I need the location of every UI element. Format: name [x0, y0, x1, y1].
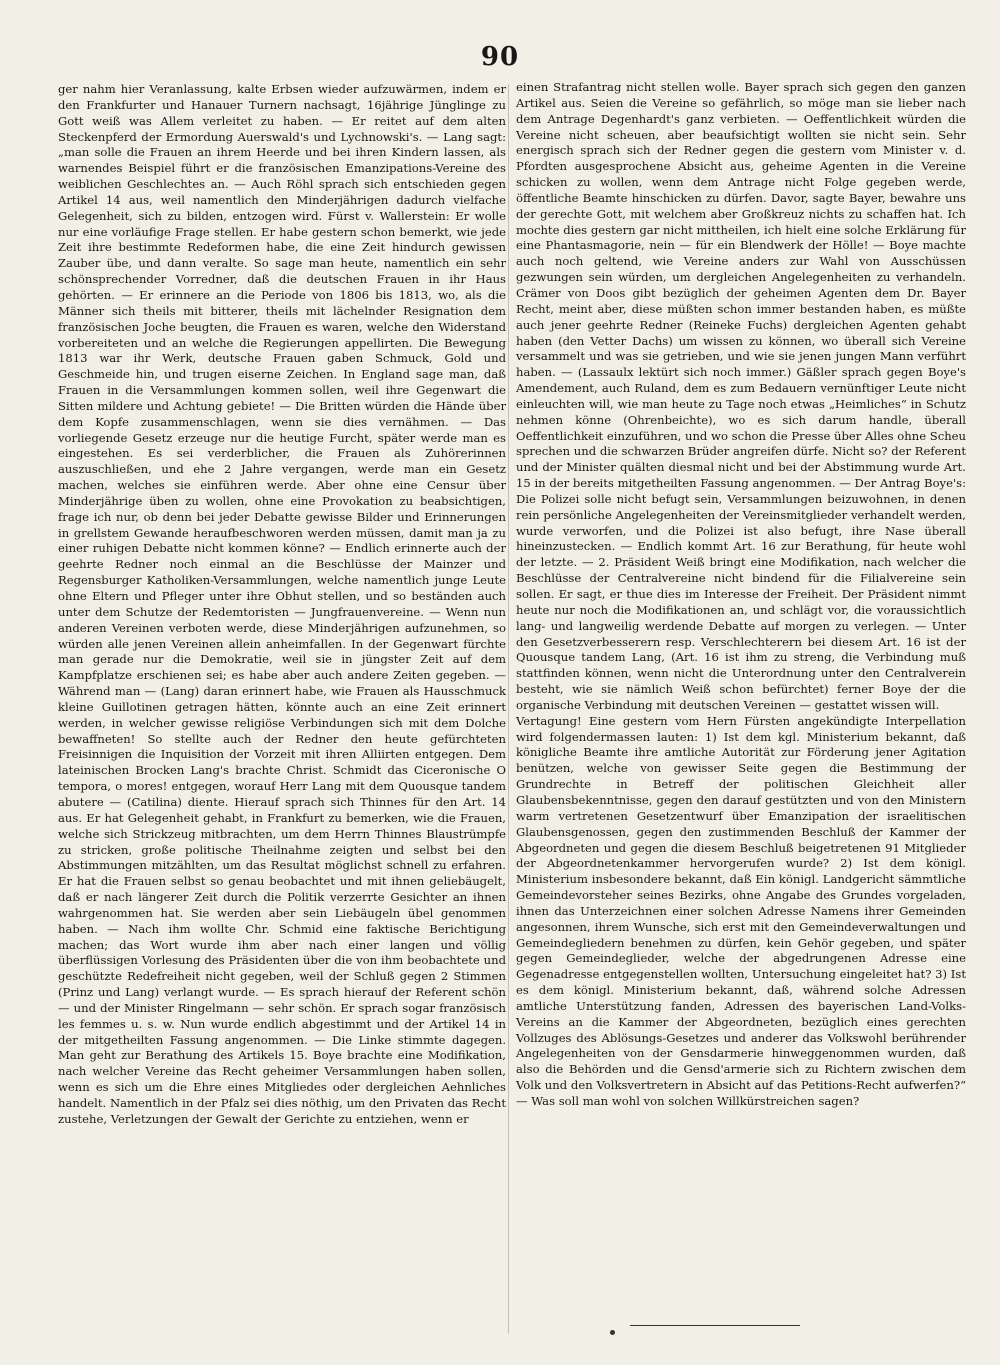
page-number: 90 [480, 42, 520, 72]
ink-dot [610, 1330, 615, 1335]
left-paragraph-1: ger nahm hier Veranlassung, kalte Erbsen wieder aufzuwärmen, indem er den Frankfurter und Hanauer Turnern nachsagt, 16jährige Jünglinge zu Gott weiß was Allem verleitet zu haben. — Er reitet auf dem alten Steckenpferd der Ermordung Auerswald's und Lychnowski's. — Lang sagt: „man solle die Frauen an ihrem Heerde und bei ihren Kindern lassen, als warnendes Beispiel führt er die französischen Emanzipations-Vereine des weiblichen Geschlechtes an. — Auch Röhl sprach sich entschieden gegen Artikel 14 aus, weil namentlich den Minderjährigen dadurch vielfache Gelegenheit, sich zu bilden, entzogen wird. Fürst v. Wallerstein: Er wolle nur eine vorläufige Frage stellen. Er habe gestern schon bemerkt, wie jede Zeit ihre bestimmte Redeformen habe, die eine Zeit hindurch gewissen Zauber übe, und dann veralte. So sage man heute, namentlich ein sehr schönsprechender Vorredner, daß die deutschen Frauen in ihr Haus gehörten. — Er erinnere an die Periode von 1806 bis 1813, wo, als die Männer sich theils mit bitterer, theils mit lächelnder Resignation dem französischen Joche beugten, die Frauen es waren, welche den Widerstand vorbereiteten und an welche die Regierungen appellirten. Die Bewegung 1813 war ihr Werk, deutsche Frauen gaben Schmuck, Gold und Geschmeide hin, und trugen eiserne Zeichen. In England sage man, daß Frauen in die Versammlungen kommen sollen, weil ihre Gegenwart die Sitten mildere und Achtung gebiete! — Die Britten würden die Hände über dem Kopfe zusammenschlagen, wenn sie dies vernähmen. — Das vorliegende Gesetz erzeuge nur die heutige Furcht, später werde man es eingestehen. Es sei verderblicher, die Frauen als Zuhörerinnen auszuschließen, und ehe 2 Jahre vergangen, werde man ein Gesetz machen, welches sie einführen werde. Aber ohne eine Censur über Minderjährige üben zu wollen, ohne eine Provokation zu beabsichtigen, frage ich nur, ob denn bei jeder Debatte gewisse Bilder und Erinnerungen in grellstem Gewande heraufbeschworen werden müssen, damit man ja zu einer ruhigen Debatte nicht kommen könne? — Endlich erinnerte auch der geehrte Redner noch einmal an die Beschlüsse der Mainzer und Regensburger Katholiken-Versammlungen, welche namentlich junge Leute ohne Eltern und Pfleger unter ihre Obhut stellen, und so beständen auch unter dem Schutze der Redemtoristen — Jungfrauenvereine. — Wenn nun anderen Vereinen verboten werde, diese Minderjährigen aufzunehmen, so würden alle jenen Vereinen allein anheimfallen. In der Gegenwart fürchte man gerade nur die Demokratie, weil sie in jüngster Zeit auf dem Kampfplatze erschienen sei; es habe aber auch andere Zeiten gegeben. — Während man — (Lang) daran erinnert habe, wie Frauen als Hausschmuck kleine Guillotinen getragen hätten, könnte auch an eine Zeit erinnert werden, in welcher gewisse religiöse Verbindungen sich mit dem Dolche bewaffneten! So stellte auch der Redner den heute gefürchteten Freisinnigen die Inquisition der Vorzeit mit ihren Alliirten entgegen. Dem lateinischen Brocken Lang's brachte Christ. Schmidt das Ciceronische O tempora, o mores! entgegen, worauf Herr Lang mit dem Quousque tandem abutere — (Catilina) diente. Hierauf sprach sich Thinnes für den Art. 14 aus. Er hat Gelegenheit gehabt, in Frankfurt zu bemerken, wie die Frauen, welche sich Strickzeug mitbrachten, um dem Herrn Thinnes Blaustrümpfe zu stricken, große politische Theilnahme zeigten und selbst bei den Abstimmungen mitzählten, um das Resultat möglichst schnell zu erfahren. Er hat die Frauen selbst so genau beobachtet und mit ihnen geliebäugelt, daß er nach längerer Zeit durch die Politik verzerrte Gesichter an ihnen wahrgenommen hat. Sie werden aber sein Liebäugeln übel genommen haben. — Nach ihm wollte Chr. Schmid eine faktische Berichtigung machen; das Wort wurde ihm aber nach einer langen und völlig überflüssigen Vorlesung des Präsidenten über die von ihm beobachtete und geschützte Redefreiheit nicht gegeben, weil der Schluß gegen 2 Stimmen (Prinz und Lang) verlangt wurde. — Es sprach hierauf der Referent schön — und der Minister Ringelmann — sehr schön. Er sprach sogar französisch les femmes u. s. w. Nun wurde endlich abgestimmt und der Artikel 14 in der mitgetheilten Fassung angenommen. — Die Linke stimmte dagegen. Man geht zur Berathung des Artikels 15. Boye brachte eine Modifikation, nach welcher Vereine das Recht geheimer Versammlungen haben sollen, wenn es sich um die Ehre eines Mitgliedes oder dergleichen Aehnliches handelt. Namentlich in der Pfalz sei dies nöthig, um den Privaten das Recht zustehe, Verletzungen der Gewalt der Gerichte zu entziehen, wenn er [58, 82, 506, 1126]
right-paragraph-2: Vertagung! Eine gestern vom Hern Fürsten angekündigte Interpellation wird folgendermassen lauten: 1) Ist dem kgl. Ministerium bekannt, daß königliche Beamte ihre amtliche Autorität zur Förderung jener Agitation benützen, welche von gewisser Seite gegen die Bestimmung der Grundrechte in Betreff der politischen Gleichheit aller Glaubensbekenntnisse, gegen den darauf gestützten und von den Ministern warm vertretenen Gesetzentwurf über Emanzipation der israelitischen Glaubensgenossen, gegen den zustimmenden Beschluß der Kammer der Abgeordneten und gegen die diesem Beschluß beigetretenen 91 Mitglieder der Abgeordnetenkammer hervorgerufen wurde? 2) Ist dem königl. Ministerium insbesondere bekannt, daß Ein königl. Landgericht sämmtliche Gemeindevorsteher seines Bezirks, ohne Angabe des Grundes vorgeladen, ihnen das Unterzeichnen einer solchen Adresse Namens ihrer Gemeinden angesonnen, ihrem Wunsche, sich erst mit den Gemeindeverwaltungen und Gemeindegliedern benehmen zu dürfen, kein Gehör gegeben, und später gegen Gemeindeglieder, welche der abgedrungenen Adresse eine Gegenadresse entgegenstellen wollten, Untersuchung eingeleitet hat? 3) Ist es dem königl. Ministerium bekannt, daß, während solche Adressen amtliche Unterstützung fanden, Adressen des bayerischen Land-Volks-Vereins an die Kammer der Abgeordneten, bezüglich eines gerechten Vollzuges des Ablösungs-Gesetzes und anderer das Volkswohl berührender Angelegenheiten von der Gensdarmerie hinweggenommen wurden, daß also die Behörden und die Gensd'armerie sich zu Richtern zwischen dem Volk und den Volksvertretern in Absicht auf das Petitions-Recht aufwerfen?“ — Was soll man wohl von solchen Willkürstreichen sagen? [516, 713, 966, 1108]
footer-rule [630, 1325, 800, 1326]
left-column [58, 82, 506, 1128]
right-column [516, 80, 966, 1110]
right-paragraph-1: einen Strafantrag nicht stellen wolle. Bayer sprach sich gegen den ganzen Artikel aus. Seien die Vereine so gefährlich, so möge man sie lieber nach dem Antrage Degenhardt's ganz verbieten. — Oeffentlichkeit würden die Vereine nicht scheuen, aber beaufsichtigt wollten sie nicht sein. Sehr energisch sprach sich der Redner gegen die gestern vom Minister v. d. Pfordten ausgesprochene Absicht aus, geheime Agenten in die Vereine schicken zu wollen, wenn dem Antrage nicht Folge gegeben werde, öffentliche Beamte hinschicken zu dürfen. Davor, sagte Bayer, bewahre uns der gerechte Gott, mit welchem aber Großkreuz nichts zu schaffen hat. Ich mochte dies gestern gar nicht mittheilen, ich hielt eine solche Erklärung für eine Phantasmagorie, nein — für ein Blendwerk der Hölle! — Boye machte auch noch geltend, wie Vereine anders zur Wahl von Ausschüssen gezwungen sein würden, um dergleichen Angelegenheiten zu verhandeln. Crämer von Doos gibt bezüglich der geheimen Agenten dem Dr. Bayer Recht, meint aber, diese müßten schon immer bestanden haben, es müßte auch jener geehrte Redner (Reineke Fuchs) dergleichen Agenten gehabt haben (den Vetter Dachs) um wissen zu können, wo überall sich Vereine versammelt und was sie getrieben, und wie sie jenen jungen Mann verführt haben. — (Lassaulx lektürt sich noch immer.) Gäßler sprach gegen Boye's Amendement, auch Ruland, dem es zum Bedauern vernünftiger Leute nicht einleuchten will, wie man heute zu Tage noch etwas „Heimliches“ in Schutz nehmen könne (Ohrenbeichte), wo es sich darum handle, überall Oeffentlichkeit einzuführen, und wo schon die Presse über Alles ohne Scheu sprechen und die schwarzen Brüder angreifen dürfe. Nicht so? der Referent und der Minister quälten diesmal nicht und bei der Abstimmung wurde Art. 15 in der bereits mitgetheilten Fassung angenommen. — Der Antrag Boye's: Die Polizei solle nicht befugt sein, Versammlungen beizuwohnen, in denen rein persönliche Angelegenheiten der Vereinsmitglieder verhandelt werden, wurde verworfen, und die Polizei ist also befugt, ihre Nase überall hineinzustecken. — Endlich kommt Art. 16 zur Berathung, für heute wohl der letzte. — 2. Präsident Weiß bringt eine Modifikation, nach welcher die Beschlüsse der Centralvereine nicht bindend für die Filialvereine sein sollen. Er sagt, er thue dies im Interesse der Freiheit. Der Präsident nimmt heute nur noch die Modifikationen an, und schlägt vor, die voraussichtlich lang- und langweilig werdende Debatte auf morgen zu verlegen. — Unter den Gesetzverbesserern resp. Verschlechterern bei diesem Art. 16 ist der Quousque tandem Lang, (Art. 16 ist ihm zu streng, die Verbindung muß stattfinden können, wenn nicht die Unterordnung unter den Centralverein besteht, wie sie nämlich Weiß schon befürchtet) ferner Boye der die organische Verbindung mit deutschen Vereinen — gestattet wissen will. [516, 80, 966, 712]
column-divider [508, 84, 509, 1334]
